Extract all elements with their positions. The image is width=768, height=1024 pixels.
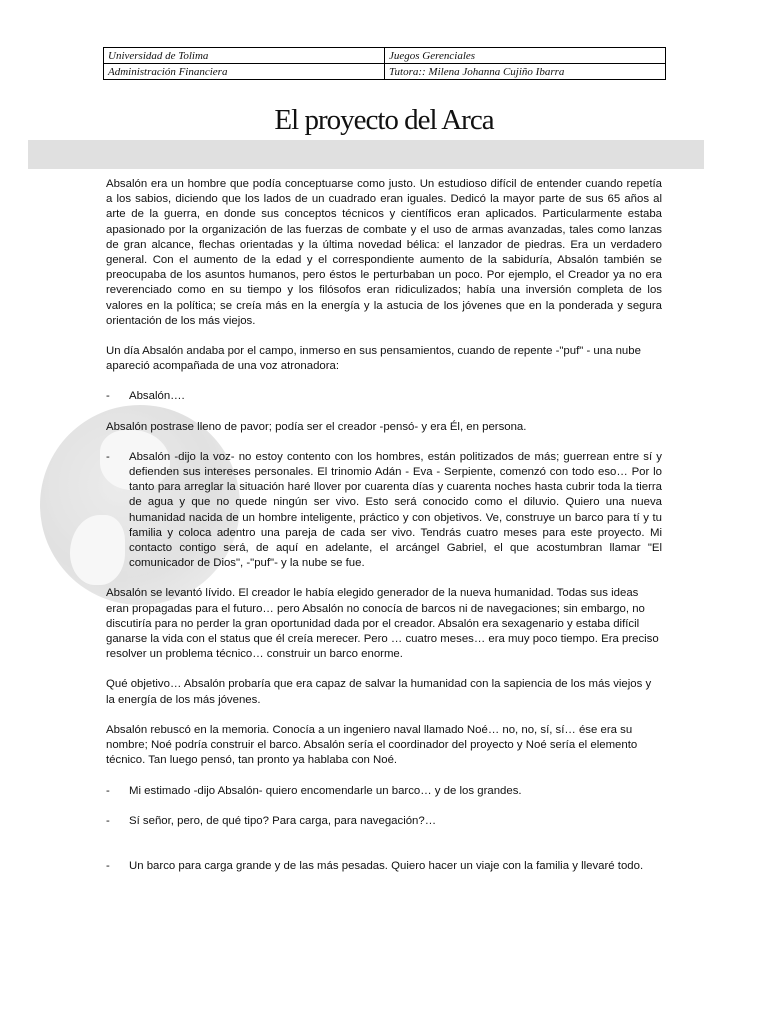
dialogue-text: Mi estimado -dijo Absalón- quiero encomendarle un barco… y de los grandes. [129,784,522,797]
title-band [28,140,704,169]
dialogue-item [106,450,662,572]
paragraph: Absalón era un hombre que podía conceptuarse como justo. Un estudioso difícil de entender cuando repetía a los sabios, diciendo que los lados de un cuadrado eran iguales. Dedicó la mayor parte de sus 65 años al arte de la guerra, en donde sus conceptos técnicos y científicos eran aplicados. Particularmente estaba apasionado por la organización de las fuerzas de combate y el uso de armas avanzadas, tales como lanzas de gran alcance, flechas orientadas y la última novedad bélica: el lanzador de piedras. Era un verdadero general. Con el aumento de la edad y el correspondiente aumento de la sabiduría, Absalón también se preocupaba de los asuntos humanos, pero éstos le perturbaban un poco. Por ejemplo, el Creador ya no era reverenciado como en su tiempo y los filósofos eran ridiculizados; había una inversión completa de los valores en la política; se creía más en la energía y la astucia de los jóvenes que en la ponderada y segura orientación de los más viejos. [106,178,662,327]
program-cell: Administración Financiera [104,64,385,80]
university-cell: Universidad de Tolima [104,48,385,64]
dash-marker: - [106,390,110,403]
document-title: El proyecto del Arca [274,104,494,136]
paragraph: Absalón postrase lleno de pavor; podía ser el creador -pensó- y era Él, en persona. [106,420,527,433]
dialogue-text: Sí señor, pero, de qué tipo? Para carga, para navegación?… [129,814,437,827]
document-body [106,177,662,874]
dialogue-text: Un barco para carga grande y de las más pesadas. Quiero hacer un viaje con la familia y llevaré todo. [129,859,644,872]
paragraph: Qué objetivo… Absalón probaría que era capaz de salvar la humanidad con la sapiencia de los más viejos y la energía de los más jóvenes. [106,678,652,706]
dash-marker: - [106,859,110,872]
tutor-cell: Tutora:: Milena Johanna Cujiño Ibarra [385,64,666,80]
dialogue-item [106,814,662,829]
dialogue-item [106,784,662,799]
dialogue-item [106,859,662,874]
paragraph: Absalón se levantó lívido. El creador le había elegido generador de la nueva humanidad. Todas sus ideas eran propagadas para el futuro… pero Absalón no conocía de barcos ni de navegaciones; sin embargo, no discutiría para no perder la gran oportunidad dada por el creador. Absalón era sexagenario y estaba difícil ganarse la vida con el status que él creía merecer. Pero … cuatro meses… era muy poco tiempo. Era preciso resolver un problema técnico… construir un barco enorme. [106,587,659,661]
dialogue-item [106,389,662,404]
dash-marker: - [106,814,110,827]
header-row [104,64,666,80]
dialogue-text: Absalón…. [129,390,185,403]
paragraph: Un día Absalón andaba por el campo, inmerso en sus pensamientos, cuando de repente -"puf" - una nube apareció acompañada de una voz atronadora: [106,345,641,373]
dialogue-text: Absalón -dijo la voz- no estoy contento con los hombres, están politizados de más; guerrean entre sí y defienden sus intereses personales. El trinomio Adán - Eva - Serpiente, comenzó con todo eso… Por lo tanto para arreglar la situación haré llover por cuarenta días y cuarenta noches hasta cubrir toda la tierra de agua y que no quede ningún ser vivo. Esto será conocido como el diluvio. Quiero una nueva humanidad nacida de un hombre inteligente, práctico y con objetivos. Ve, construye un barco para tí y tu familia y coloca adentro una pareja de cada ser vivo. Tendrás cuatro meses para este proyecto. Mi contacto contigo será, de aquí en adelante, el arcángel Gabriel, el que acostumbran llamar "El comunicador de Dios", -"puf"- y la nube se fue. [129,450,662,570]
dash-marker: - [106,450,110,463]
header-table [103,47,666,80]
header-row [104,48,666,64]
paragraph: Absalón rebuscó en la memoria. Conocía a un ingeniero naval llamado Noé… no, no, sí, sí… ése era su nombre; Noé podría construir el barco. Absalón sería el coordinador del proyecto y Noé sería el elemento técnico. Tan luego pensó, tan pronto ya hablaba con Noé. [106,723,638,767]
dash-marker: - [106,784,110,797]
course-cell: Juegos Gerenciales [385,48,666,64]
